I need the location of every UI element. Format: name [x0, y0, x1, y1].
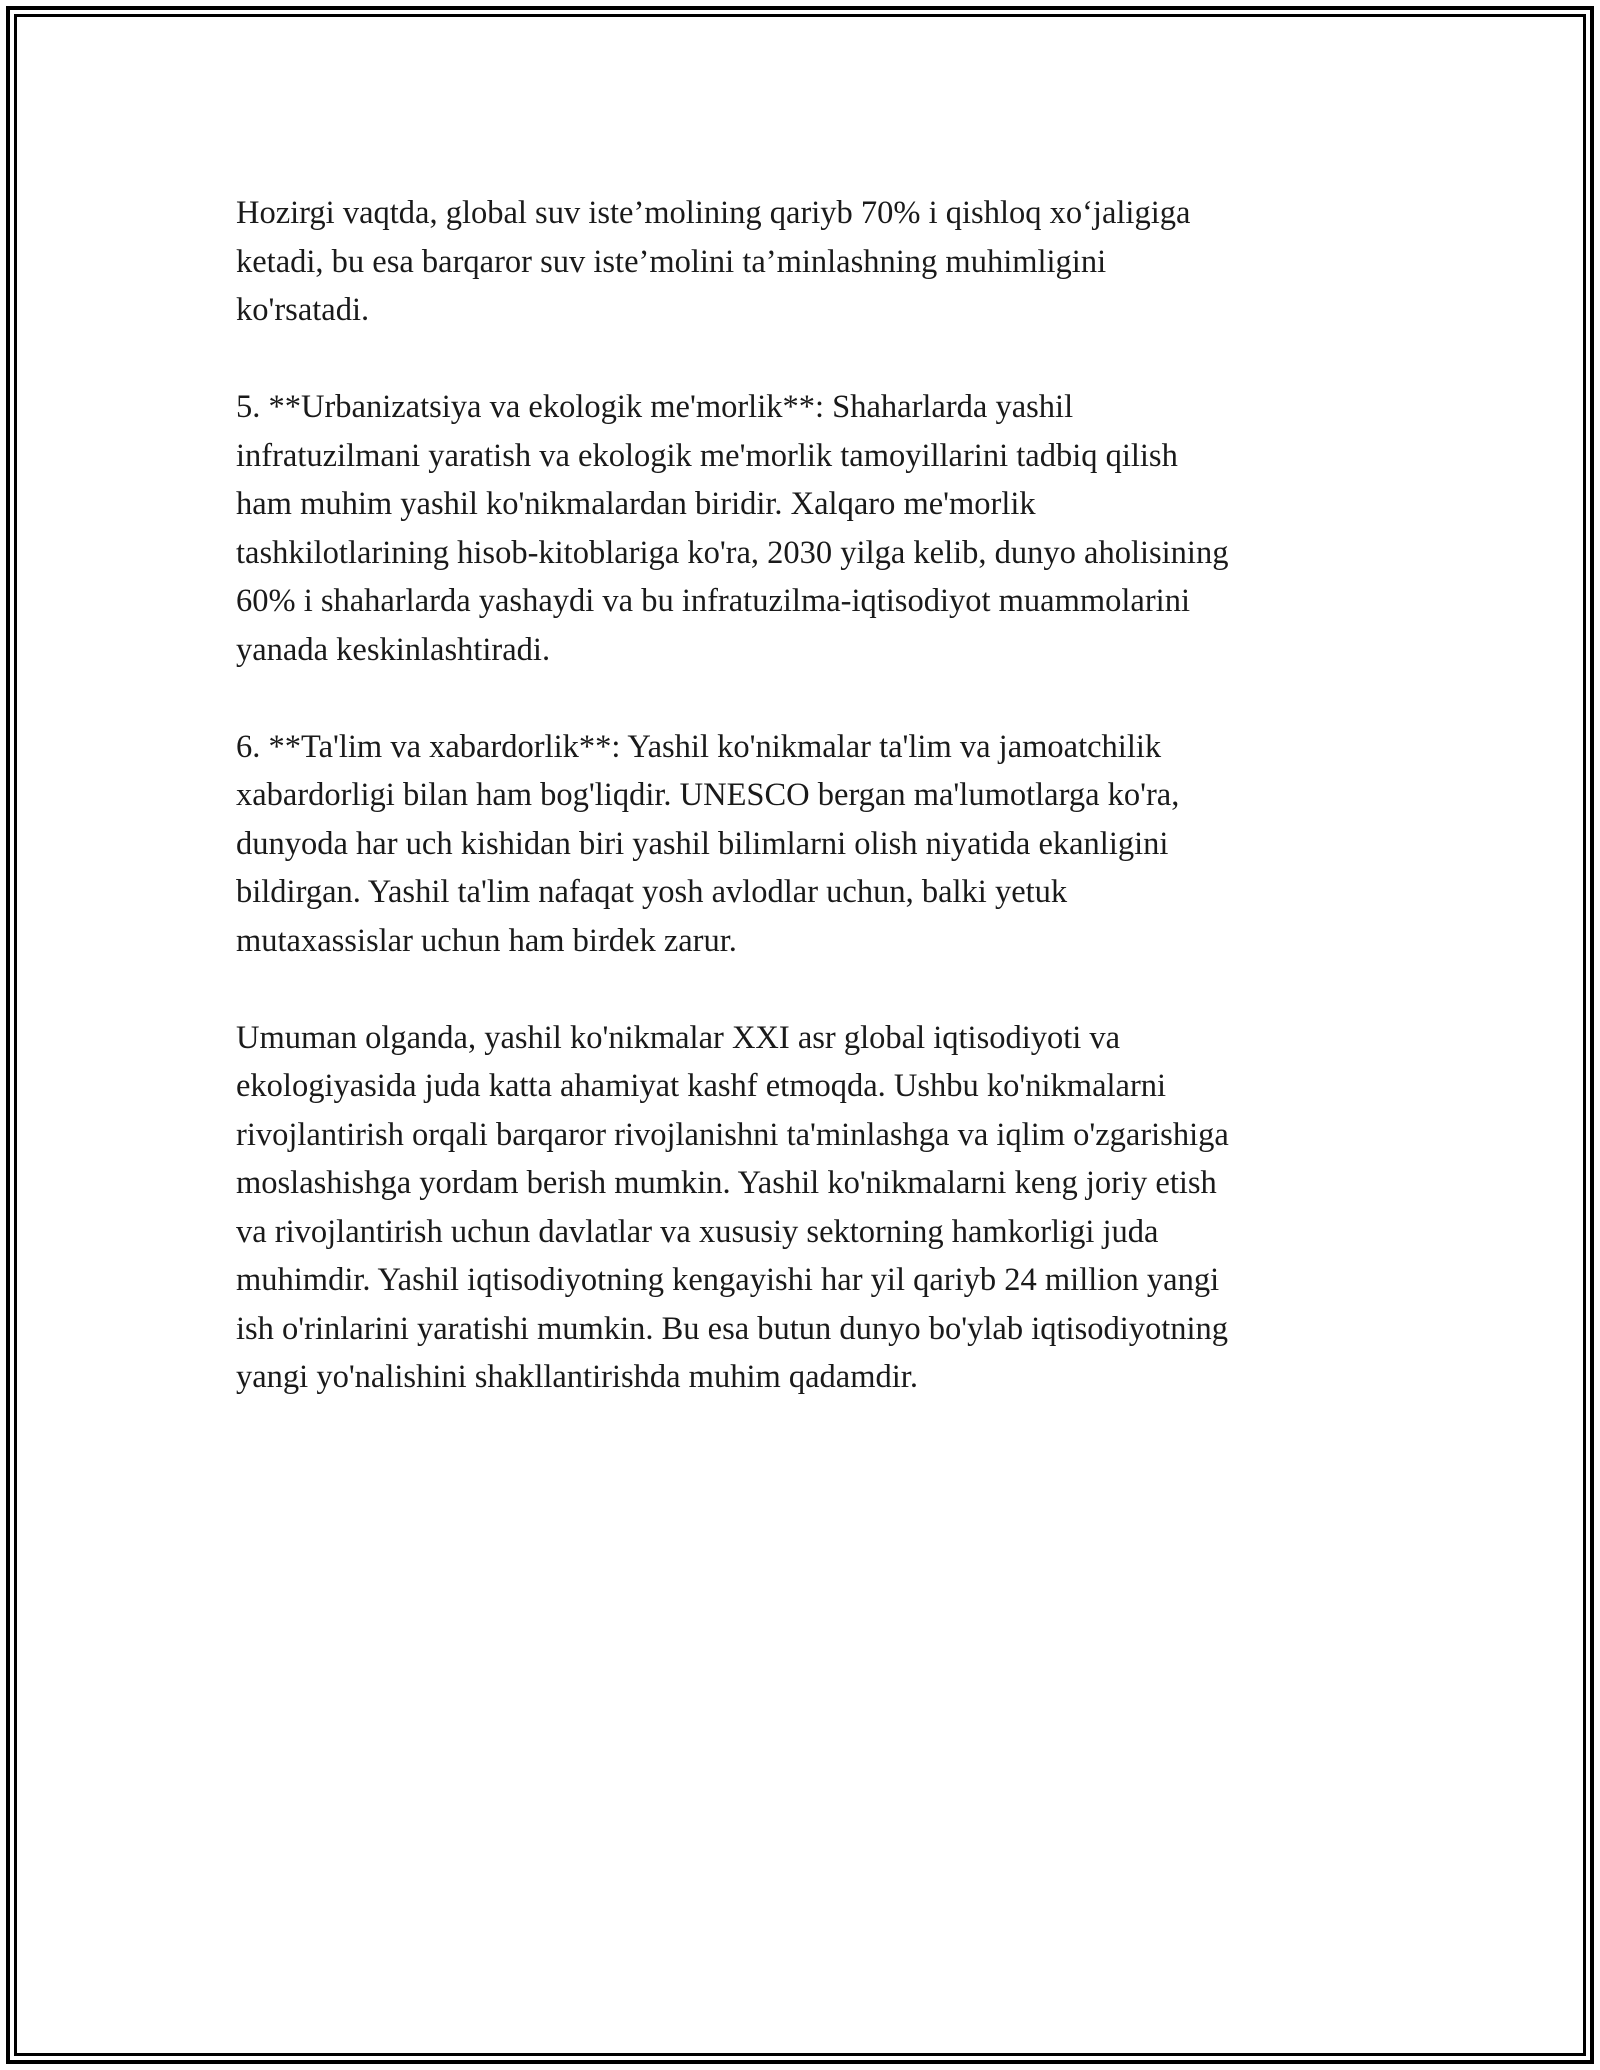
paragraph-education: 6. **Ta'lim va xabardorlik**: Yashil ko'nikmalar ta'lim va jamoatchilik xabardorligi bilan ham bog'liqdir. UNESCO bergan ma'lumotlarga ko'ra, dunyoda har uch kishidan biri yashil bilimlarni olish niyatida ekanligini bildirgan. Yashil ta'lim nafaqat yosh avlodlar uchun, balki yetuk mutaxassislar uchun ham birdek zarur.: [236, 728, 1180, 959]
paragraph-conclusion: Umuman olganda, yashil ko'nikmalar XXI asr global iqtisodiyoti va ekologiyasida juda katta ahamiyat kashf etmoqda. Ushbu ko'nikmalarni rivojlantirish orqali barqaror rivojlanishni ta'minlashga va iqlim o'zgarishiga moslashishga yordam berish mumkin. Yashil ko'nikmalarni keng joriy etish va rivojlantirish uchun davlatlar va xususiy sektorning hamkorligi juda muhimdir. Yashil iqtisodiyotning kengayishi har yil qariyb 24 million yangi ish o'rinlarini yaratishi mumkin. Bu esa butun dunyo bo'ylab iqtisodiyotning yangi yo'nalishini shakllantirishda muhim qadamdir.: [236, 1019, 1229, 1395]
document-body: [236, 189, 1386, 1450]
paragraph-water-consumption: Hozirgi vaqtda, global suv iste’molining qariyb 70% i qishloq xo‘jaligiga ketadi, bu esa barqaror suv iste’molini ta’minlashning muhimligini ko'rsatadi.: [236, 195, 1191, 328]
paragraph-urbanization: 5. **Urbanizatsiya va ekologik me'morlik**: Shaharlarda yashil infratuzilmani yaratish va ekologik me'morlik tamoyillarini tadbiq qilish ham muhim yashil ko'nikmalardan biridir. Xalqaro me'morlik tashkilotlarining hisob-kitoblariga ko'ra, 2030 yilga kelib, dunyo aholisining 60% i shaharlarda yashaydi va bu infratuzilma-iqtisodiyot muammolarini yanada keskinlashtiradi.: [236, 389, 1229, 668]
